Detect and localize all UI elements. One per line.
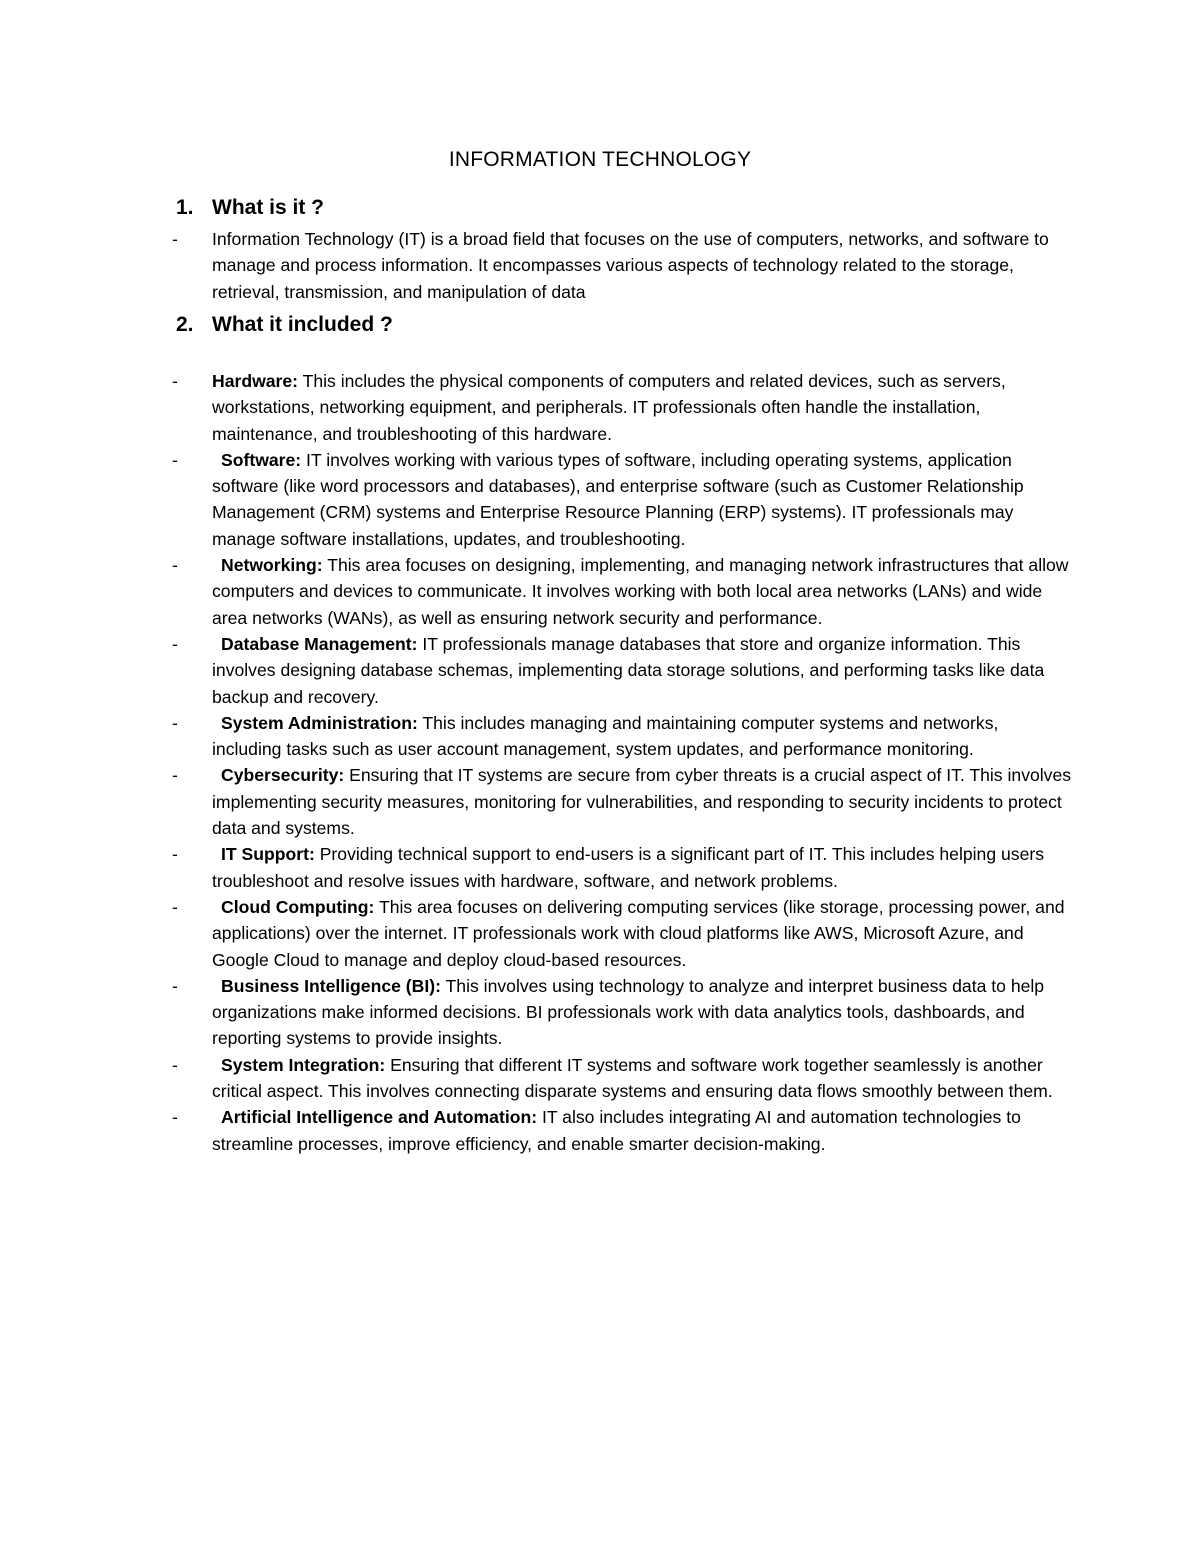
item-text: Ensuring that IT systems are secure from cyber threats is a crucial aspect of IT. This involves implementing security measures, monitoring for vulnerabilities, and responding to security incidents to protect data and systems. [212, 765, 1072, 839]
components-list [172, 368, 1072, 1157]
item-term: System Administration: [221, 712, 418, 733]
bullet-dash: - [172, 975, 178, 996]
list-item-networking [172, 552, 1072, 631]
item-text: This involves using technology to analyze and interpret business data to help organizations make informed decisions. BI professionals work with data analytics tools, dashboards, and reporting systems to provide insights. [212, 975, 1045, 1049]
item-term: IT Support: [221, 844, 315, 865]
bullet-dash: - [172, 1107, 178, 1128]
item-text: IT involves working with various types of software, including operating systems, application software (like word processors and databases), and enterprise software (such as Customer Relationship Management (CRM) systems and Enterprise Resource Planning (ERP) systems). IT professionals may manage software installations, updates, and troubleshooting. [212, 449, 1024, 549]
item-text: This area focuses on delivering computing services (like storage, processing power, and applications) over the internet. IT professionals work with cloud platforms like AWS, Microsoft Azure, and Google Cloud to manage and deploy cloud-based resources. [212, 896, 1065, 970]
item-term: Hardware: [212, 371, 299, 391]
section-heading-text: What is it ? [212, 196, 324, 219]
section-heading-what-is-it [176, 194, 324, 222]
list-item-database-management [172, 631, 1072, 710]
item-term: Artificial Intelligence and Automation: [221, 1107, 538, 1128]
item-term: Cloud Computing: [221, 896, 375, 917]
bullet-dash: - [172, 229, 178, 249]
document-title: INFORMATION TECHNOLOGY [448, 148, 752, 171]
intro-paragraph [172, 226, 1072, 305]
bullet-dash: - [172, 765, 178, 786]
list-item-cloud-computing [172, 894, 1072, 973]
section-heading-what-it-included [176, 311, 393, 339]
item-text: This includes managing and maintaining computer systems and networks, including tasks such as user account management, system updates, and performance monitoring. [212, 712, 999, 760]
item-term: Business Intelligence (BI): [221, 975, 441, 996]
item-text: Providing technical support to end-users is a significant part of IT. This includes helping users troubleshoot and resolve issues with hardware, software, and network problems. [212, 844, 1045, 891]
item-text: This area focuses on designing, implementing, and managing network infrastructures that allow computers and devices to communicate. It involves working with both local area networks (LANs) and wide area networks (WANs), as well as ensuring network security and performance. [212, 555, 1069, 628]
bullet-dash: - [172, 555, 178, 576]
item-term: Networking: [221, 555, 323, 576]
intro-text: Information Technology (IT) is a broad field that focuses on the use of computers, networks, and software to manage and process information. It encompasses various aspects of technology related to the storage, retrieval, transmission, and manipulation of data [212, 229, 1049, 302]
bullet-dash: - [172, 371, 178, 391]
item-term: Database Management: [221, 633, 418, 654]
item-term: Cybersecurity: [221, 765, 345, 786]
bullet-dash: - [172, 844, 178, 865]
bullet-dash: - [172, 896, 178, 917]
item-term: System Integration: [221, 1054, 386, 1075]
item-text: This includes the physical components of computers and related devices, such as servers, workstations, networking equipment, and peripherals. IT professionals often handle the installation, maintenance, and troubleshooting of this hardware. [212, 371, 1006, 444]
section-heading-text: What it included ? [212, 313, 393, 336]
list-item-software [172, 447, 1072, 552]
list-item-system-administration [172, 710, 1072, 763]
list-item-hardware [172, 368, 1072, 447]
list-item-business-intelligence [172, 973, 1072, 1052]
section-number: 1. [176, 196, 194, 219]
bullet-dash: - [172, 1054, 178, 1075]
bullet-dash: - [172, 449, 178, 470]
intro-block [172, 226, 1072, 305]
list-item-cybersecurity [172, 762, 1072, 841]
section-number: 2. [176, 313, 194, 336]
bullet-dash: - [172, 633, 178, 654]
item-text: IT also includes integrating AI and automation technologies to streamline processes, improve efficiency, and enable smarter decision-making. [212, 1107, 1021, 1154]
list-item-ai-automation [172, 1104, 1072, 1157]
list-item-it-support [172, 841, 1072, 894]
item-text: IT professionals manage databases that store and organize information. This involves designing database schemas, implementing data storage solutions, and performing tasks like data backup and recovery. [212, 633, 1045, 707]
list-item-system-integration [172, 1052, 1072, 1105]
bullet-dash: - [172, 712, 178, 733]
item-term: Software: [221, 449, 302, 470]
item-text: Ensuring that different IT systems and software work together seamlessly is another critical aspect. This involves connecting disparate systems and ensuring data flows smoothly between them. [212, 1054, 1053, 1102]
